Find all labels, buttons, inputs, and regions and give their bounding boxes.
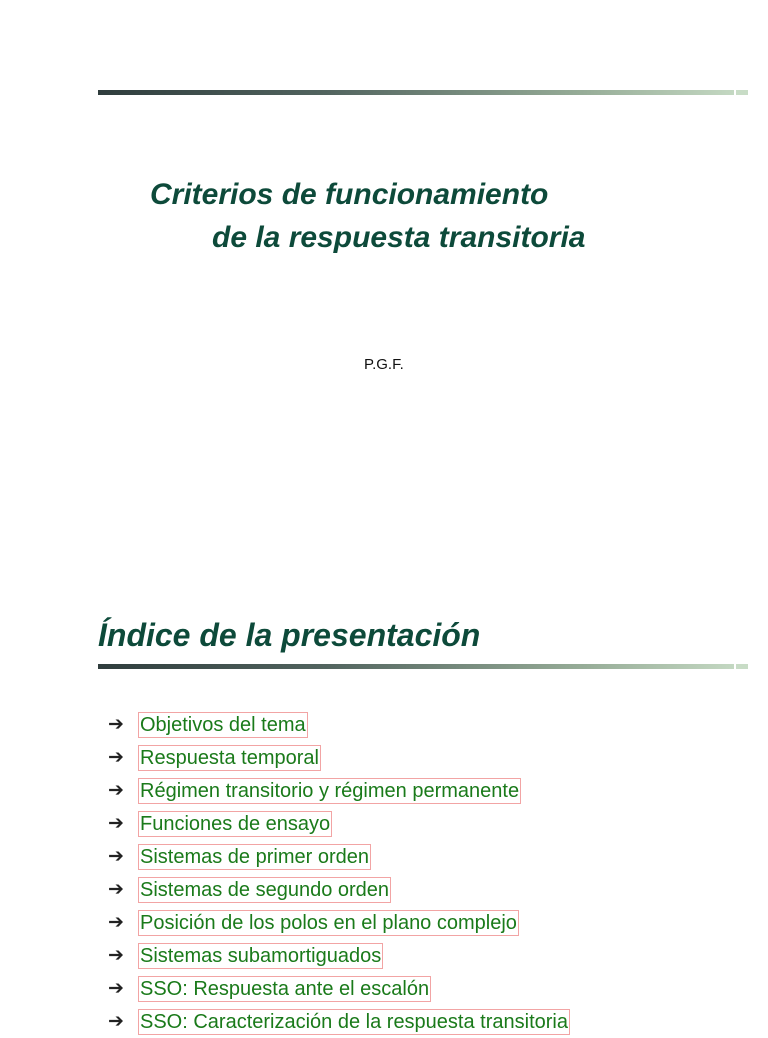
index-divider-end bbox=[734, 664, 748, 669]
index-link-objetivos[interactable]: Objetivos del tema bbox=[140, 713, 306, 736]
arrow-right-icon: ➔ bbox=[108, 713, 124, 735]
index-link-respuesta-temporal[interactable]: Respuesta temporal bbox=[140, 746, 319, 769]
index-heading: Índice de la presentación bbox=[98, 617, 481, 653]
index-list bbox=[108, 708, 570, 1038]
index-item bbox=[108, 774, 570, 807]
top-divider bbox=[98, 90, 748, 95]
index-link-subamortiguados[interactable]: Sistemas subamortiguados bbox=[140, 944, 382, 967]
index-item bbox=[108, 741, 570, 774]
index-link-sso-escalon[interactable]: SSO: Respuesta ante el escalón bbox=[140, 977, 430, 1000]
index-item bbox=[108, 873, 570, 906]
index-item bbox=[108, 906, 570, 939]
top-divider-end bbox=[734, 90, 748, 95]
arrow-right-icon: ➔ bbox=[108, 911, 124, 933]
slide-title-line-2: de la respuesta transitoria bbox=[212, 221, 586, 254]
arrow-right-icon: ➔ bbox=[108, 746, 124, 768]
slide-title-line-1: Criterios de funcionamiento bbox=[150, 178, 549, 211]
index-item bbox=[108, 972, 570, 1005]
index-link-segundo-orden[interactable]: Sistemas de segundo orden bbox=[140, 878, 390, 901]
arrow-right-icon: ➔ bbox=[108, 977, 124, 999]
index-item bbox=[108, 939, 570, 972]
index-item bbox=[108, 840, 570, 873]
arrow-right-icon: ➔ bbox=[108, 944, 124, 966]
index-link-funciones-ensayo[interactable]: Funciones de ensayo bbox=[140, 812, 331, 835]
author-initials: P.G.F. bbox=[364, 356, 404, 373]
arrow-right-icon: ➔ bbox=[108, 845, 124, 867]
index-item bbox=[108, 807, 570, 840]
index-link-polos[interactable]: Posición de los polos en el plano complejo bbox=[140, 911, 517, 934]
index-link-primer-orden[interactable]: Sistemas de primer orden bbox=[140, 845, 369, 868]
index-item bbox=[108, 1005, 570, 1038]
index-divider bbox=[98, 664, 748, 669]
arrow-right-icon: ➔ bbox=[108, 812, 124, 834]
arrow-right-icon: ➔ bbox=[108, 1010, 124, 1032]
index-link-sso-caracterizacion[interactable]: SSO: Caracterización de la respuesta transitoria bbox=[140, 1010, 568, 1033]
index-item bbox=[108, 708, 570, 741]
arrow-right-icon: ➔ bbox=[108, 779, 124, 801]
index-link-regimen[interactable]: Régimen transitorio y régimen permanente bbox=[140, 779, 520, 802]
arrow-right-icon: ➔ bbox=[108, 878, 124, 900]
